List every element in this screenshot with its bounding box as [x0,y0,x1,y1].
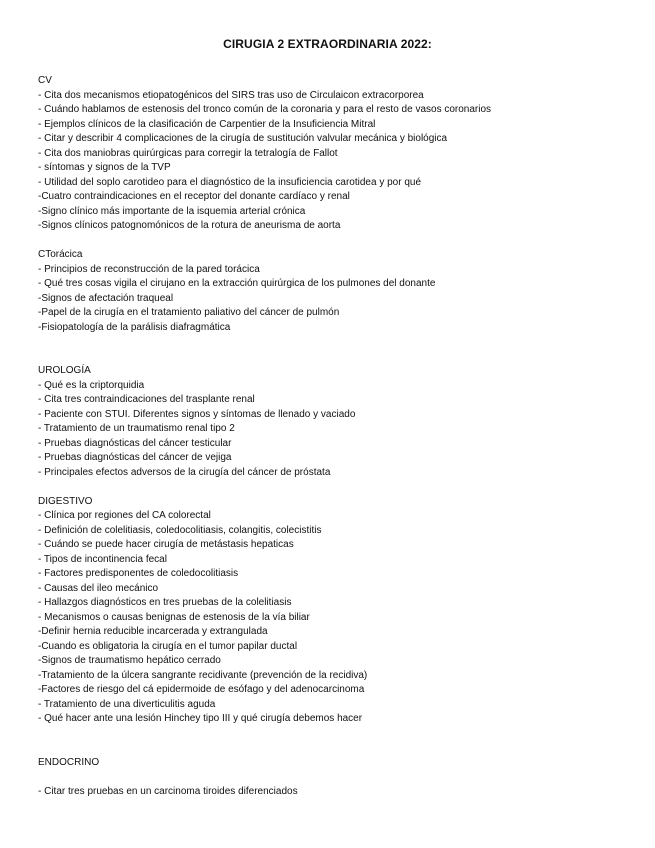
list-item: -Signos de traumatismo hepático cerrado [38,655,221,666]
list-item: - Cita tres contraindicaciones del trasplante renal [38,394,255,405]
list-item: -Factores de riesgo del cá epidermoide de esófago y del adenocarcinoma [38,684,365,695]
section-heading: UROLOGÍA [38,365,91,376]
list-item: - Principios de reconstrucción de la pared torácica [38,263,260,275]
list-item: - Qué tres cosas vigila el cirujano en la extracción quirúrgica de los pulmones del donante [38,278,436,289]
list-item: -Signo clínico más importante de la isquemia arterial crónica [38,205,306,217]
list-item: - Citar y describir 4 complicaciones de la cirugía de sustitución valvular mecánica y biológica [38,133,448,144]
list-item: - Mecanismos o causas benignas de estenosis de la vía biliar [38,611,310,623]
list-item: - Citar tres pruebas en un carcinoma tiroides diferenciados [38,785,298,797]
list-item: - Tipos de incontinencia fecal [38,553,167,565]
list-item: - Ejemplos clínicos de la clasificación de Carpentier de la Insuficiencia Mitral [38,118,376,130]
list-item: - Clínica por regiones del CA colorectal [38,510,211,521]
list-item: -Cuatro contraindicaciones en el receptor del donante cardíaco y renal [38,191,350,202]
list-item: - Qué es la criptorquidia [38,379,145,391]
section-heading: DIGESTIVO [38,495,93,507]
spacer [38,727,638,756]
section-heading: CTorácica [38,249,83,260]
section-urologia [38,364,638,480]
list-item: -Papel de la cirugía en el tratamiento paliativo del cáncer de pulmón [38,307,340,318]
list-item: -Cuando es obligatoria la cirugía en el tumor papilar ductal [38,640,298,652]
list-item: - Causas del ileo mecánico [38,582,159,594]
list-item: - Cita dos mecanismos etiopatogénicos del SIRS tras uso de Circulaicon extracorporea [38,89,424,101]
list-item: - Tratamiento de una diverticulitis aguda [38,698,216,710]
list-item: - Cita dos maniobras quirúrgicas para corregir la tetralogía de Fallot [38,147,338,159]
section-cv [38,74,638,234]
list-item: -Tratamiento de la úlcera sangrante recidivante (prevención de la recidiva) [38,669,368,681]
list-item: - Qué hacer ante una lesión Hinchey tipo III y qué cirugía debemos hacer [38,713,363,724]
list-item: - síntomas y signos de la TVP [38,162,171,173]
list-item: -Signos de afectación traqueal [38,292,174,304]
list-item: - Cuándo se puede hacer cirugía de metástasis hepaticas [38,539,294,550]
document-title: CIRUGIA 2 EXTRAORDINARIA 2022: [223,37,432,51]
list-item: - Paciente con STUI. Diferentes signos y síntomas de llenado y vaciado [38,408,356,420]
list-item: - Hallazgos diagnósticos en tres pruebas de la colelitiasis [38,597,292,608]
spacer [38,480,638,495]
section-heading: ENDOCRINO [38,756,100,768]
section-endocrino [38,756,638,800]
spacer [38,770,638,785]
list-item: -Signos clínicos patognomónicos de la rotura de aneurisma de aorta [38,220,341,231]
spacer [38,234,638,249]
list-item: - Definición de colelitiasis, coledocolitiasis, colangitis, colecistitis [38,524,322,536]
list-item: - Utilidad del soplo carotideo para el diagnóstico de la insuficiencia carotidea y por qué [38,176,422,188]
list-item: - Cuándo hablamos de estenosis del tronco común de la coronaria y para el resto de vasos coronarios [38,104,492,115]
list-item: - Tratamiento de un traumatismo renal tipo 2 [38,423,235,434]
list-item: -Definir hernia reducible incarcerada y extrangulada [38,626,268,637]
document-body [38,74,638,799]
spacer [38,335,638,364]
section-digestivo [38,495,638,727]
section-ctoracica [38,248,638,335]
list-item: - Pruebas diagnósticas del cáncer de vejiga [38,452,232,463]
list-item: -Fisiopatología de la parálisis diafragmática [38,321,231,333]
list-item: - Pruebas diagnósticas del cáncer testicular [38,437,232,449]
list-item: - Factores predisponentes de coledocolitiasis [38,568,239,579]
list-item: - Principales efectos adversos de la cirugía del cáncer de próstata [38,466,331,478]
section-heading: CV [38,75,52,86]
